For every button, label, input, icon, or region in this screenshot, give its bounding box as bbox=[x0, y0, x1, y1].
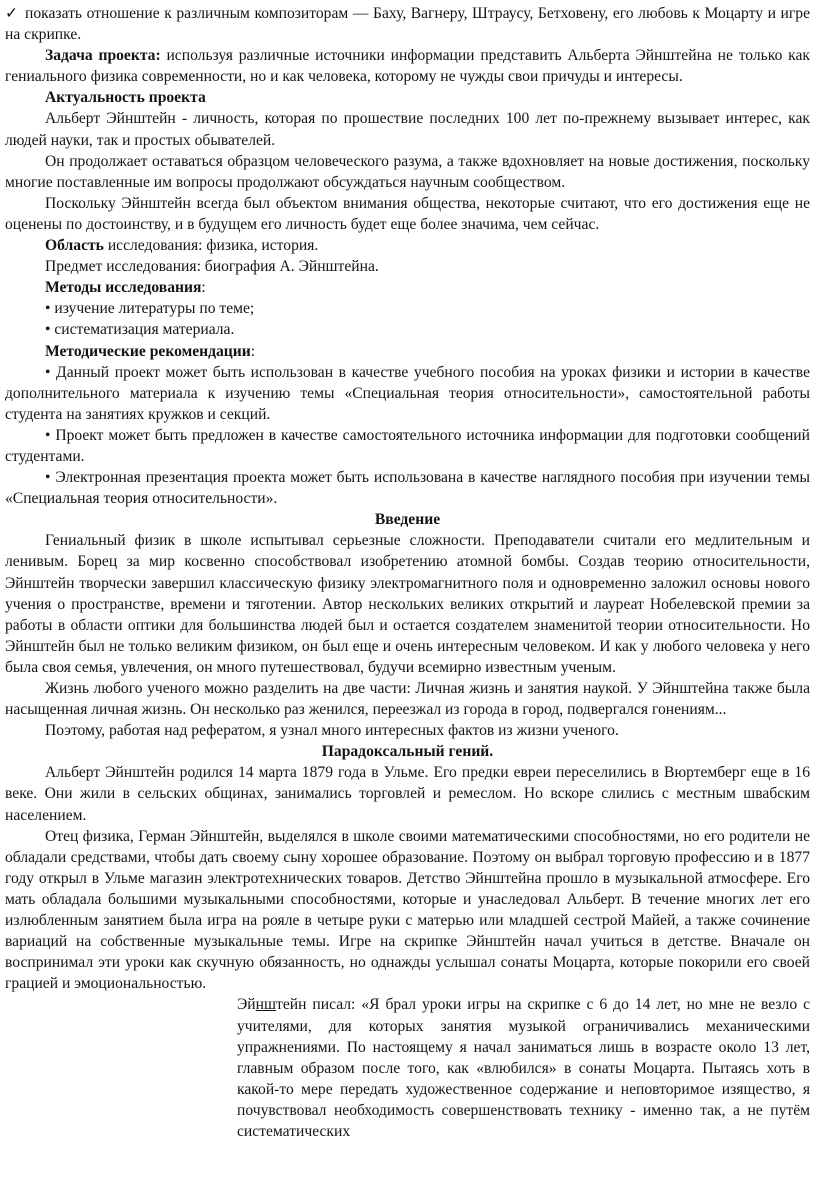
methods-heading-label: Методы исследования bbox=[45, 279, 202, 297]
introduction-paragraph: Поэтому, работая над рефератом, я узнал много интересных фактов из жизни ученого. bbox=[45, 722, 619, 740]
quote-text: писал: «Я брал уроки игры на скрипке с 6 до 14 лет, но мне не везло с учителями, для которых занятия музыкой ограничивались механическими упражнениями. По настоящему я начал заниматься лишь в возрасте около 13 лет, главным образом после того, как «влюбился» в сонаты Моцарта. Пытаясь хоть в какой-то мере передать художественное содержание и неповторимое изящество, я почувствовал необходимость совершенствовать технику - именно так, а не путём систематических bbox=[237, 996, 810, 1140]
methods-heading-colon: : bbox=[201, 279, 206, 297]
paradoxical-genius-paragraph: Отец физика, Герман Эйнштейн, выделялся в школе своими математическими способностями, но его родители не обладали средствами, чтобы дать своему сыну хорошее образование. Поэтому он выбрал торговую профессию и в 1877 году открыл в Ульме магазин электротехнических товаров. Детство Эйнштейна прошло в музыкальной атмосфере. Его мать обладала большими музыкальными способностями, которые и унаследовал Альберт. В течение многих лет его излюбленным занятием была игра на рояле в четыре руки с матерью или младшей сестрой Майей, а также сочинение вариаций на собственные музыкальные темы. Игре на скрипке Эйнштейн начал учиться в детстве. Вначале он воспринимал эти уроки как скучную обязанность, но однажды услышал сонаты Моцарта, которые покорили его своей грацией и эмоциональностью. bbox=[5, 827, 810, 993]
recommendations-heading-colon: : bbox=[250, 342, 256, 360]
project-task bbox=[5, 45, 810, 87]
intro-bullet bbox=[5, 3, 810, 45]
research-area-label: Область bbox=[45, 237, 104, 255]
paradoxical-genius-paragraph: Альберт Эйнштейн родился 14 марта 1879 года в Ульме. Его предки евреи переселились в Вюртемберг еще в 16 веке. Они жили в сельских общинах, занимались торговлей и ремеслом. Но вскоре слились с местным швабским населением. bbox=[5, 764, 810, 824]
recommendations-item: • Данный проект может быть использован в качестве учебного пособия на уроках физики и истории в качестве дополнительного материала к изучению темы «Специальная теория относительности», самостоятельной работы студента на занятиях кружков и секций. bbox=[5, 363, 810, 423]
recommendations-item: • Электронная презентация проекта может быть использована в качестве наглядного пособия при изучении темы «Специальная теория относительности». bbox=[5, 469, 810, 508]
introduction-paragraph: Гениальный физик в школе испытывал серьезные сложности. Преподаватели считали его медлительным и ленивым. Борец за мир косвенно способствовал изобретению атомной бомбы. Создав теорию относительности, Эйнштейн творчески завершил классическую физику электромагнитного поля и одновременно заложил основы нового учения о пространстве, времени и тяготении. Автор нескольких великих открытий и лауреат Нобелевской премии за работы в области оптики для большинства людей был и остается создателем знаменитой теории относительности. Но Эйнштейн был не только великим физиком, он был еще и очень интересным человеком. И как у любого человека у него была своя семья, увлечения, он много путешествовал, будучи всемирно известным ученым. bbox=[5, 532, 810, 676]
methods-item: • изучение литературы по теме; bbox=[45, 300, 255, 318]
research-area bbox=[5, 235, 810, 256]
introduction-paragraph: Жизнь любого ученого можно разделить на две части: Личная жизнь и занятия наукой. У Эйнштейна также была насыщенная личная жизнь. Он несколько раз женился, переезжал из города в город, подвергался гонениям... bbox=[5, 680, 810, 719]
recommendations-heading-label: Методические рекомендации bbox=[45, 342, 251, 360]
methods-item: • систематизация материала. bbox=[45, 321, 235, 339]
quote-name-underlined: нш bbox=[255, 996, 276, 1014]
relevance-paragraph: Он продолжает оставаться образцом человеческого разума, а также вдохновляет на новые достижения, поскольку многие поставленные им вопросы продолжают обсуждаться научным сообществом. bbox=[5, 152, 810, 191]
recommendations-item: • Проект может быть предложен в качестве самостоятельного источника информации для подготовки сообщений студентами. bbox=[5, 426, 810, 465]
introduction-heading: Введение bbox=[374, 511, 441, 529]
research-area-text: исследования: физика, история. bbox=[103, 237, 319, 255]
research-subject: Предмет исследования: биография А. Эйнштейна. bbox=[45, 258, 379, 276]
einstein-quote bbox=[237, 994, 810, 1142]
relevance-paragraph: Альберт Эйнштейн - личность, которая по прошествие последних 100 лет по-прежнему вызывает интерес, как людей науки, так и простых обывателей. bbox=[5, 110, 810, 149]
project-task-text: используя различные источники информации представить Альберта Эйнштейна не только как гениального физика современности, но и как человека, которому не чужды свои причуды и интересы. bbox=[5, 47, 810, 86]
paradoxical-genius-heading: Парадоксальный гений. bbox=[321, 743, 494, 761]
quote-name-start: Эй bbox=[237, 996, 256, 1014]
intro-bullet-text: показать отношение к различным композиторам — Баху, Вагнеру, Штраусу, Бетховену, его любовь к Моцарту и игре на скрипке. bbox=[5, 5, 810, 44]
quote-name-end: тейн bbox=[276, 996, 307, 1014]
relevance-paragraph: Поскольку Эйнштейн всегда был объектом внимания общества, некоторые считают, что его достижения еще не оценены по достоинству, и в будущем его личность будет еще более значима, чем сейчас. bbox=[5, 194, 810, 233]
relevance-heading: Актуальность проекта bbox=[45, 89, 206, 107]
methods-heading bbox=[5, 277, 810, 298]
checkmark-icon: ✓ bbox=[5, 5, 19, 22]
project-task-label: Задача проекта: bbox=[45, 47, 161, 65]
recommendations-heading bbox=[5, 341, 810, 362]
